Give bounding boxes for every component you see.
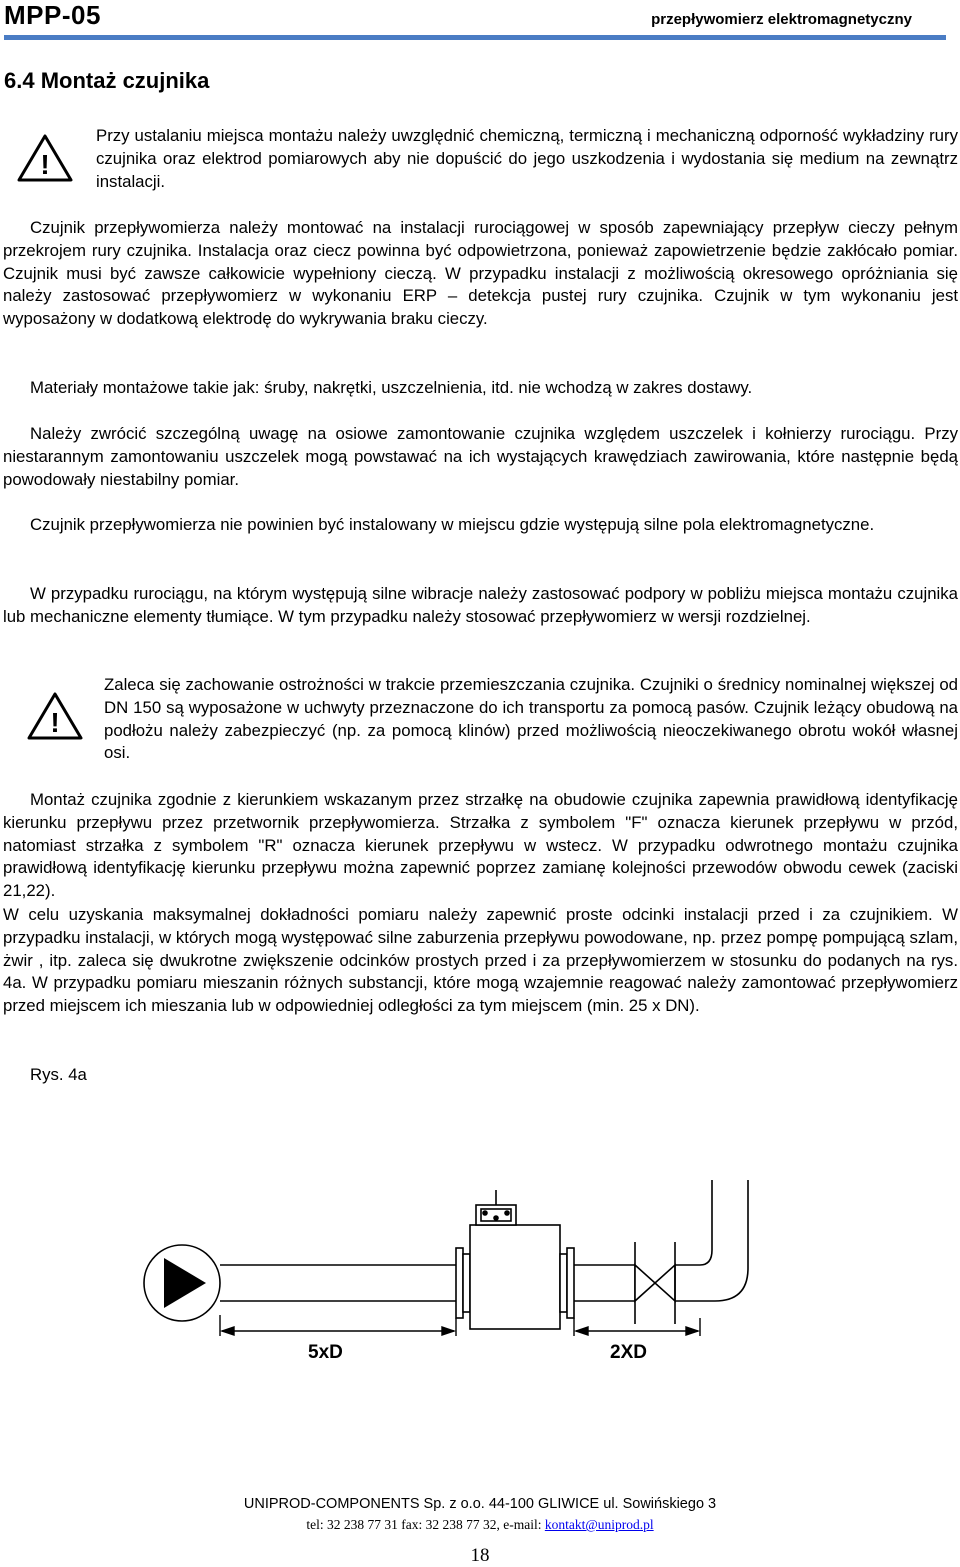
paragraph: Czujnik przepływomierza nie powinien być instalowany w miejscu gdzie występują silne pola elektromagnetyczne.: [30, 515, 875, 534]
warning-triangle-icon: [16, 133, 74, 183]
downstream-distance-label: 2XD: [610, 1342, 647, 1363]
footer-contact: tel: 32 238 77 31 fax: 32 238 77 32, e-mail:: [306, 1517, 545, 1532]
section-title: 6.4 Montaż czujnika: [4, 68, 210, 93]
footer-contact-line: [0, 1517, 960, 1533]
footer-company: UNIPROD-COMPONENTS Sp. z o.o. 44-100 GLIWICE ul. Sowińskiego 3: [243, 1496, 717, 1512]
installation-diagram: [140, 1180, 770, 1376]
paragraph: W celu uzyskania maksymalnej dokładności pomiaru należy zapewnić proste odcinki instalacji przed i za czujnikiem. W przypadku instalacji, w których mogą występować silne zaburzenia przepływu powodowane, np. przez pompę pompującą szlam, żwir , itp. zaleca się dwukrotne zwiększenie odcinków prostych przed i za przepływomierzem w stosunku do podanych na rys. 4a. W przypadku pomiaru mieszanin różnych substancji, które mogą wzajemnie reagować należy zamontować przepływomierz przed miejscem ich mieszania lub w odpowiedniej odległości za tym miejscem (min. 25 x DN).: [3, 905, 958, 1016]
left-flange: [456, 1248, 463, 1318]
paragraph: Czujnik przepływomierza należy montować na instalacji rurociągowej w sposób zapewniający przepływ cieczy pełnym przekrojem rury czujnika. Instalacja oraz ciecz powinna być odpowietrzona, ponieważ zapowietrzenie będzie zakłócało pomiar. Czujnik musi być zawsze całkowicie wypełniony cieczą. W przypadku instalacji z możliwością okresowego opróżniania się należy zastosować przepływomierz w wykonaniu ERP – detekcja pustej rury czujnika. Czujnik w tym wykonaniu jest wyposażony w dodatkową elektrodę do wykrywania braku cieczy.: [3, 218, 958, 329]
left-flange-inner: [463, 1254, 470, 1312]
paragraph: Przy ustalaniu miejsca montażu należy uwzględnić chemiczną, termiczną i mechaniczną odporność wykładziny rury czujnika oraz elektrod pomiarowych aby nie dopuścić do jego uszkodzenia i wydostania się medium na zewnątrz instalacji.: [96, 126, 958, 191]
header-product: przepływomierz elektromagnetyczny: [651, 11, 912, 28]
warning-symbol: !: [40, 149, 50, 180]
page-number: 18: [470, 1545, 490, 1566]
warning-triangle-icon: [26, 691, 84, 741]
paragraph: Montaż czujnika zgodnie z kierunkiem wskazanym przez strzałkę na obudowie czujnika zapewnia prawidłową identyfikację kierunku przepływu przez przetwornik przepływomierza. Strzałka z symbolem "F" oznacza kierunek przepływu w przód, natomiast strzałka z symbolem "R" oznacza kierunek przepływu w wstecz. W przypadku odwrotnego montażu czujnika prawidłową identyfikację kierunku przepływu można zapewnić poprzez zamianę kolejności przewodów obwodu cewek (zaciski 21,22).: [3, 790, 958, 901]
valve-icon: [635, 1265, 675, 1301]
header-rule: [4, 35, 946, 40]
header-model: MPP-05: [4, 0, 101, 30]
paragraph: Należy zwrócić szczególną uwagę na osiowe zamontowanie czujnika względem uszczelek i kołnierzy rurociągu. Przy niestarannym zamontowaniu uszczelek mogą powstawać na ich wystających krawędziach zawirowania, które następnie będą powodowały niestabilny pomiar.: [3, 424, 958, 489]
paragraph: Materiały montażowe takie jak: śruby, nakrętki, uszczelnienia, itd. nie wchodzą w zakres dostawy.: [30, 378, 753, 397]
right-flange-inner: [560, 1254, 567, 1312]
paragraph: W przypadku rurociągu, na którym występują silne wibracje należy zastosować podpory w pobliżu miejsca montażu czujnika lub mechaniczne elementy tłumiące. W tym przypadku należy stosować przepływomierz w wersji rozdzielnej.: [3, 584, 958, 626]
figure-label: Rys. 4a: [30, 1065, 87, 1084]
upstream-distance-label: 5xD: [308, 1342, 343, 1363]
flowmeter-body: [470, 1225, 560, 1329]
paragraph: Zaleca się zachowanie ostrożności w trakcie przemieszczania czujnika. Czujniki o średnicy nominalnej większej od DN 150 są wyposażone w uchwyty przeznaczone do ich transportu za pomocą pasów. Czujnik leżący obudową na podłożu należy zabezpieczyć (np. za pomocą klinów) przed możliwością nieoczekiwanego obrotu wokół własnej osi.: [104, 675, 958, 763]
right-flange: [567, 1248, 574, 1318]
footer-email-link[interactable]: kontakt@uniprod.pl: [544, 1517, 654, 1532]
warning-symbol: !: [50, 707, 60, 738]
